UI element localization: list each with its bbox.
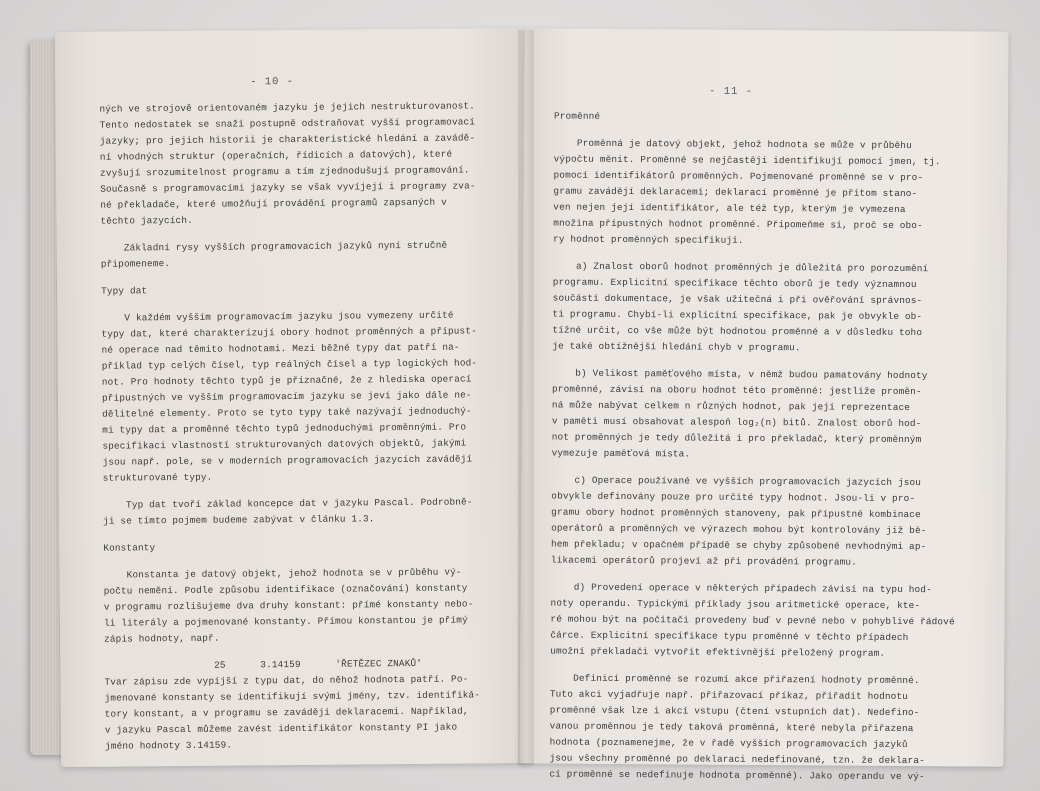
text-line: je také obtížnější hledání chyb v programu. (552, 340, 801, 354)
page-text (549, 109, 958, 786)
text-line: né operace nad těmito hodnotami. Mezi běžné typy dat patří na- (101, 341, 460, 356)
text-line: v jazyku Pascal můžeme zavést identifikátor konstanty PI jako (104, 721, 458, 736)
text-line: not. Pro hodnoty těchto typů je příznačné, že z hlediska operací (101, 373, 472, 388)
text-line: c) Operace používané ve vyšších programovacích jazycích jsou (551, 474, 922, 489)
text-line: vymezuje paměťová místa. (551, 447, 691, 460)
text-line: jméno hodnoty 3.14159. (104, 739, 233, 752)
page-text (99, 98, 480, 754)
book-gutter (518, 30, 534, 765)
text-line: V každém vyšším programovacím jazyku jsou vymezeny určité (101, 309, 454, 324)
text-line: Současně s programovacími jazyky se však vyvíjejí i programy zva- (100, 180, 476, 195)
text-line: součástí dokumentace, je však užitečná i při ověřování správnos- (552, 292, 923, 307)
text-line: 25 3.14159 'ŘETĚZEC ZNAKŮ' (104, 657, 423, 672)
text-line: Typy dat (101, 285, 148, 297)
text-line: v programu rozlišujeme dva druhy konstant: přímé konstanty nebo- (103, 598, 474, 613)
page-number: - 11 - (709, 85, 753, 98)
text-line: umožní překladači vytvořit efektivnější přeložený program. (550, 645, 886, 659)
text-line: proměnné však lze i akcí vstupu (čtení vstupních dat). Nedefino- (549, 704, 920, 719)
text-line: specifikaci vlastností strukturovaných datových objektů, jakými (102, 437, 467, 452)
text-line: ven nejen její identifikátor, ale též typ, kterým je vymezena (553, 201, 906, 215)
text-line: připustných ve vyšším programovacím jazyku se jeví jako dále ne- (101, 389, 472, 404)
text-line: obvykle definovány pouze pro určité typy hodnot. Jsou-li v pro- (551, 490, 916, 505)
text-line: zápis hodnoty, např. (104, 632, 220, 645)
text-line: mi typy dat a proměnné těchto typů jednoduchými proměnnými. Pro (102, 421, 467, 436)
text-line: né překladače, které umožňují provádění programů zapsaných v (100, 196, 447, 211)
text-line: typy dat, které charakterizují obory hodnot proměnných a přípust- (101, 325, 477, 340)
text-line: těchto jazycích. (100, 214, 193, 227)
text-line: Tuto akci vyjadřuje např. přiřazovací příkaz, přiřadit hodnotu (549, 688, 909, 703)
text-line: připomeneme. (100, 258, 171, 270)
text-line: ná může nabývat celkem n různých hodnot, pak její reprezentace (551, 399, 911, 414)
text-line: ré mohou být na počítači provedeny buď v pevné nebo v pohyblivé řádové (550, 613, 955, 628)
text-line: jazyky; pro jejich historii je charakteristické hledání a zavádě- (99, 132, 476, 147)
right-page (519, 28, 1008, 783)
text-line: likacemi operátorů projeví až při provádění programu. (550, 554, 858, 568)
text-line: Typ dat tvoří základ koncepce dat v jazyku Pascal. Podrobně- (102, 496, 473, 511)
text-line: Proměnné (553, 110, 601, 122)
text-line: Konstanta je datový objekt, jehož hodnota se v průběhu vý- (103, 566, 462, 581)
text-line: programu. Explicitní specifikace těchto oborů je tedy významnou (552, 276, 917, 291)
text-line: počtu nemění. Podle způsobu identifikace (označování) konstanty (103, 582, 468, 597)
text-line: gramu obory hodnot proměnných stanoveny, pak přípustné kombinace (551, 506, 921, 521)
text-line: not proměnných je tedy důležitá i pro překladač, který proměnným (551, 431, 922, 446)
text-line: tory konstant, a v programu se zavádějí deklaracemi. Například, (104, 705, 469, 720)
text-line: dělitelné elementy. Proto se tyto typy také nazývají jednoduchý- (102, 405, 472, 420)
text-line: Tvar zápisu zde vypíjší z typu dat, do něhož hodnota patří. Po- (104, 673, 469, 688)
text-line: jsou např. pole, se v moderních programovacích jazycích zavádějí (102, 453, 473, 468)
page-number: - 10 - (250, 75, 295, 89)
text-line: ných ve strojově orientovaném jazyku je jejich nestrukturovanost. (99, 100, 475, 115)
text-line: tížné určit, co vše může být hodnotou proměnné a v důsledku toho (552, 324, 923, 339)
text-line: Tento nedostatek se snaží postupně odstraňovat vyšší programovací (99, 116, 476, 131)
text-line: Definicí proměnné se rozumí akce přiřazení hodnoty proměnné. (549, 672, 920, 687)
text-line: li literály a pojmenované konstanty. Přímou konstantou je přímý (103, 614, 468, 629)
text-line: množina přípustných hodnot proměnné. Připomeňme si, proč se obo- (553, 217, 923, 232)
text-line: příklad typ celých čísel, typ reálných čísel a typ logických hod- (101, 357, 478, 372)
text-line: jmenované konstanty se identifikují svými jmény, tzv. identifiká- (104, 689, 481, 704)
text-line: ti programu. Chybí-li explicitní specifikace, pak je obvykle ob- (552, 308, 923, 323)
text-line: Základní rysy vyšších programovacích jazyků nyní stručně (100, 239, 448, 254)
text-line: operátorů a proměnných ve výrazech mohou být kontrolovány již bě- (551, 522, 927, 537)
text-line: ní vhodných struktur (operačních, řídicích a datových), které (99, 148, 453, 163)
text-line: Proměnná je datový objekt, jehož hodnota se může v průběhu (553, 137, 912, 152)
text-line: cí proměnné se nedefinuje hodnota proměnné). Jako operandu ve vý- (549, 768, 925, 783)
text-line: výpočtu měnit. Proměnné se nejčastěji identifikují pomocí jmen, tj. (553, 153, 941, 168)
text-line: hem překladu; v opačném případě se chyby způsobené nevhodnými ap- (550, 538, 927, 553)
text-line: proměnné, závisí na oboru hodnot této proměnné: jestliže proměn- (552, 383, 922, 398)
text-line: v paměti musí obsahovat alespoň log₂(n) bitů. Znalost oborů hod- (551, 415, 922, 430)
text-line: a) Znalost oborů hodnot proměnných je důležitá pro porozumění (552, 260, 929, 275)
text-line: noty operandu. Typickými příklady jsou aritmetické operace, kte- (550, 597, 921, 612)
text-line: čárce. Explicitní specifikace typu proměnné v těchto případech (550, 629, 909, 644)
text-line: strukturované typy. (102, 471, 213, 484)
text-line: vanou proměnnou je tedy taková proměnná, které nebyla přiřazena (549, 720, 914, 735)
text-line: hodnota (poznamenejme, že v řadě vyšších programovacích jazyků (549, 736, 908, 751)
text-line: pomocí identifikátorů proměnných. Pojmenované proměnné se v pro- (553, 169, 924, 184)
left-page (55, 28, 531, 767)
text-line: zvyšují srozumitelnost programu a tím zjednodušují programování. (99, 164, 470, 179)
text-line: jsou všechny proměnné po deklaraci nedefinované, tzn. že deklara- (549, 752, 925, 767)
text-line: d) Provedení operace v některých případech závisí na typu hod- (550, 581, 932, 596)
text-line: ji se tímto pojmem budeme zabývat v článku 1.3. (103, 513, 375, 527)
text-line: ry hodnot proměnných specifikují. (553, 233, 744, 246)
text-line: Konstanty (103, 542, 156, 554)
text-line: gramu zavádějí deklaracemi; deklarací proměnné je přitom stano- (553, 185, 918, 200)
text-line: b) Velikost paměťového místa, v němž budou pamatovány hodnoty (552, 367, 928, 382)
